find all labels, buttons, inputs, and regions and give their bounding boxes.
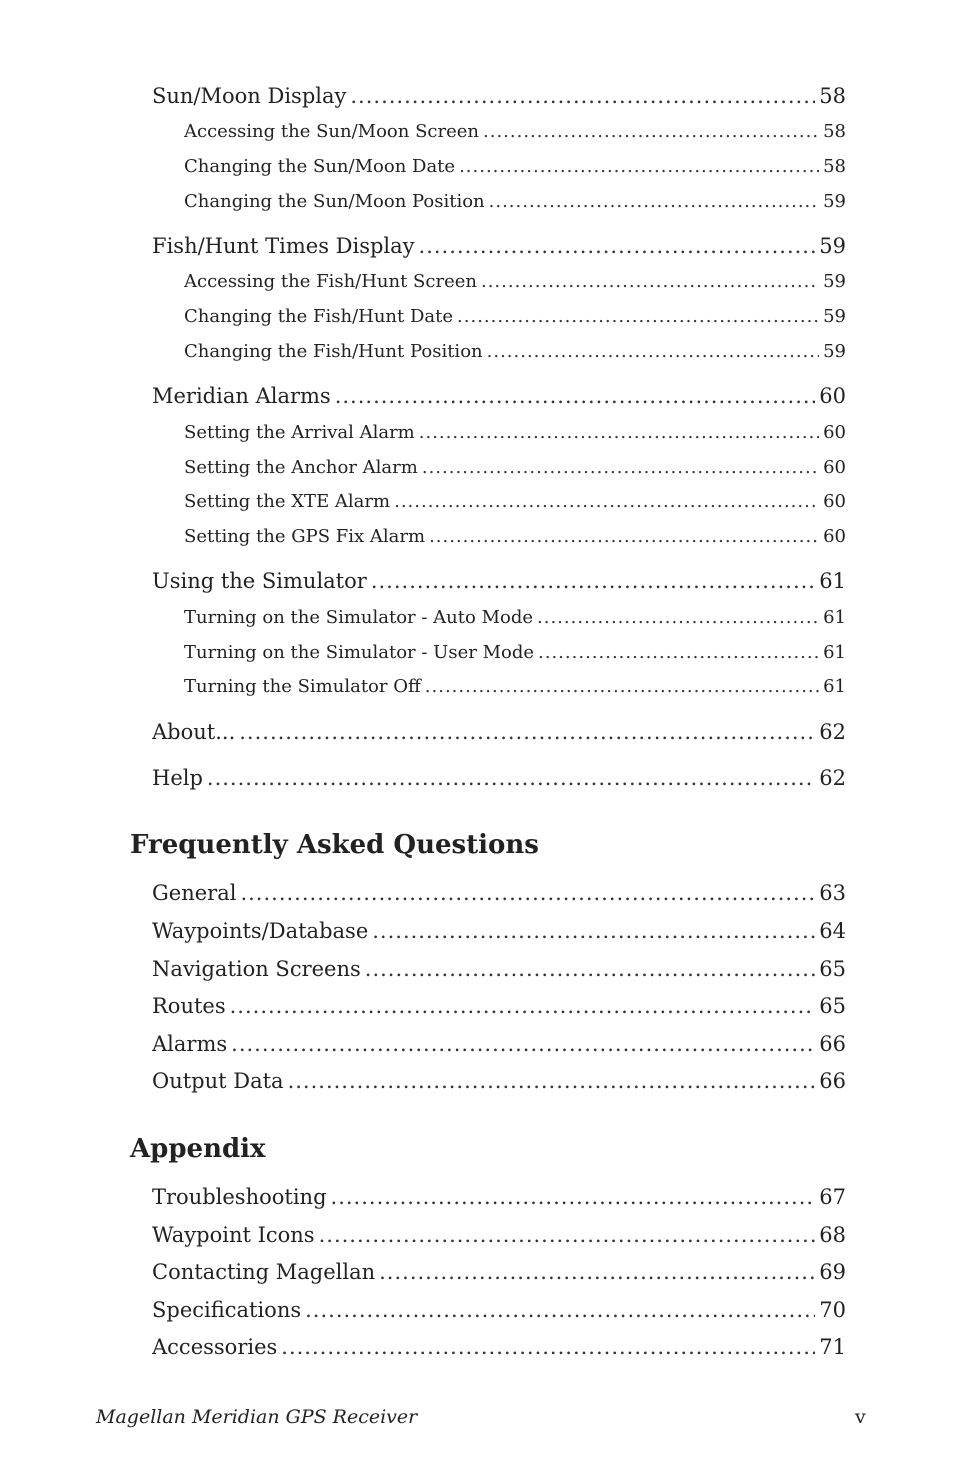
toc-entry-page: 58 [823, 121, 846, 142]
toc-entry-page: 58 [819, 84, 846, 108]
toc-entry-title: Accessing the Sun/Moon Screen [184, 121, 479, 142]
toc-leader-dots [537, 607, 819, 628]
toc-entry-title: Changing the Fish/Hunt Position [184, 341, 483, 362]
toc-entry[interactable] [152, 881, 846, 905]
toc-entry[interactable] [152, 957, 846, 981]
toc-entry-title: Changing the Sun/Moon Date [184, 156, 456, 177]
toc-entry[interactable] [152, 919, 846, 943]
toc-entry-page: 63 [819, 881, 846, 905]
toc-entry[interactable] [152, 766, 846, 790]
toc-entry-page: 61 [823, 676, 846, 697]
toc-leader-dots [371, 569, 815, 593]
toc-entry-page: 62 [819, 720, 846, 744]
toc-entry-page: 64 [819, 919, 846, 943]
toc-entry-page: 60 [823, 526, 846, 547]
toc-entry-page: 59 [819, 234, 846, 258]
toc-leader-dots [487, 341, 819, 362]
toc-entry-page: 69 [819, 1260, 846, 1284]
toc-leader-dots [379, 1260, 815, 1284]
toc-subentry[interactable] [184, 526, 846, 547]
toc-entry[interactable] [152, 720, 846, 744]
toc-entry-title: Waypoints/Database [152, 919, 369, 943]
toc-leader-dots [331, 1185, 816, 1209]
toc-entry-page: 62 [819, 766, 846, 790]
section-heading-faq: Frequently Asked Questions [130, 830, 539, 860]
toc-entry-page: 65 [819, 994, 846, 1018]
toc-entry-page: 60 [823, 457, 846, 478]
toc-entry-page: 60 [819, 384, 846, 408]
toc-leader-dots [419, 422, 819, 443]
toc-entry-page: 65 [819, 957, 846, 981]
toc-entry-title: About... [152, 720, 236, 744]
toc-entry-page: 61 [819, 569, 846, 593]
toc-entry[interactable] [152, 1185, 846, 1209]
toc-entry-title: Navigation Screens [152, 957, 361, 981]
toc-entry-page: 58 [823, 156, 846, 177]
toc-entry[interactable] [152, 569, 846, 593]
toc-entry-page: 60 [823, 422, 846, 443]
toc-entry-page: 59 [823, 191, 846, 212]
toc-entry-title: Accessing the Fish/Hunt Screen [184, 271, 477, 292]
toc-entry-title: Contacting Magellan [152, 1260, 376, 1284]
toc-entry[interactable] [152, 1335, 846, 1359]
footer-title: Magellan Meridian GPS Receiver [96, 1406, 418, 1428]
toc-leader-dots [394, 491, 819, 512]
toc-entry-title: Fish/Hunt Times Display [152, 234, 415, 258]
toc-leader-dots [425, 676, 819, 697]
toc-subentry[interactable] [184, 121, 846, 142]
toc-leader-dots [239, 720, 815, 744]
toc-entry-title: Output Data [152, 1069, 284, 1093]
toc-entry-title: Specifications [152, 1298, 302, 1322]
toc-subentry[interactable] [184, 676, 846, 697]
toc-entry-page: 67 [819, 1185, 846, 1209]
toc-entry[interactable] [152, 234, 846, 258]
toc-entry-title: Troubleshooting [152, 1185, 327, 1209]
toc-entry-title: Setting the Arrival Alarm [184, 422, 415, 443]
toc-entry-title: Using the Simulator [152, 569, 367, 593]
toc-leader-dots [319, 1223, 816, 1247]
toc-entry-title: Meridian Alarms [152, 384, 331, 408]
toc-entry-title: Routes [152, 994, 226, 1018]
toc-entry-page: 61 [823, 642, 846, 663]
toc-entry-title: Waypoint Icons [152, 1223, 315, 1247]
toc-entry[interactable] [152, 1069, 846, 1093]
toc-leader-dots [372, 919, 815, 943]
toc-entry[interactable] [152, 1032, 846, 1056]
toc-entry[interactable] [152, 994, 846, 1018]
toc-entry[interactable] [152, 84, 846, 108]
toc-entry-title: Turning the Simulator Off [184, 676, 421, 697]
toc-subentry[interactable] [184, 642, 846, 663]
toc-leader-dots [335, 384, 816, 408]
toc-leader-dots [459, 156, 819, 177]
toc-entry[interactable] [152, 384, 846, 408]
toc-subentry[interactable] [184, 191, 846, 212]
toc-leader-dots [230, 994, 816, 1018]
toc-subentry[interactable] [184, 306, 846, 327]
toc-entry-page: 59 [823, 271, 846, 292]
toc-entry-page: 66 [819, 1032, 846, 1056]
toc-entry-page: 66 [819, 1069, 846, 1093]
toc-leader-dots [365, 957, 815, 981]
toc-subentry[interactable] [184, 156, 846, 177]
toc-entry[interactable] [152, 1223, 846, 1247]
toc-leader-dots [422, 457, 819, 478]
toc-entry-page: 68 [819, 1223, 846, 1247]
toc-entry-page: 60 [823, 491, 846, 512]
toc-leader-dots [350, 84, 815, 108]
toc-leader-dots [288, 1069, 816, 1093]
toc-entry-title: Setting the XTE Alarm [184, 491, 391, 512]
toc-entry-title: Accessories [152, 1335, 278, 1359]
toc-subentry[interactable] [184, 341, 846, 362]
toc-leader-dots [231, 1032, 815, 1056]
toc-entry[interactable] [152, 1298, 846, 1322]
toc-subentry[interactable] [184, 607, 846, 628]
toc-entry-page: 59 [823, 306, 846, 327]
toc-entry-title: Setting the GPS Fix Alarm [184, 526, 426, 547]
toc-entry[interactable] [152, 1260, 846, 1284]
toc-entry-page: 71 [819, 1335, 846, 1359]
toc-leader-dots [240, 881, 815, 905]
toc-leader-dots [419, 234, 816, 258]
toc-entry-title: Turning on the Simulator - User Mode [184, 642, 535, 663]
toc-entry-title: General [152, 881, 237, 905]
toc-leader-dots [481, 271, 819, 292]
section-heading-appendix: Appendix [130, 1134, 266, 1164]
toc-subentry[interactable] [184, 457, 846, 478]
toc-leader-dots [483, 121, 819, 142]
toc-subentry[interactable] [184, 491, 846, 512]
toc-entry-title: Sun/Moon Display [152, 84, 347, 108]
toc-entry-page: 59 [823, 341, 846, 362]
footer-page-number: v [855, 1406, 866, 1428]
toc-entry-title: Setting the Anchor Alarm [184, 457, 418, 478]
toc-leader-dots [538, 642, 819, 663]
toc-leader-dots [489, 191, 819, 212]
toc-leader-dots [305, 1298, 815, 1322]
toc-entry-title: Help [152, 766, 203, 790]
toc-subentry[interactable] [184, 271, 846, 292]
toc-leader-dots [207, 766, 815, 790]
toc-entry-title: Turning on the Simulator - Auto Mode [184, 607, 534, 628]
toc-leader-dots [457, 306, 819, 327]
toc-entry-page: 61 [823, 607, 846, 628]
toc-entry-title: Changing the Sun/Moon Position [184, 191, 485, 212]
toc-leader-dots [429, 526, 819, 547]
toc-entry-title: Changing the Fish/Hunt Date [184, 306, 454, 327]
toc-entry-page: 70 [819, 1298, 846, 1322]
toc-entry-title: Alarms [152, 1032, 228, 1056]
toc-leader-dots [281, 1335, 815, 1359]
toc-subentry[interactable] [184, 422, 846, 443]
